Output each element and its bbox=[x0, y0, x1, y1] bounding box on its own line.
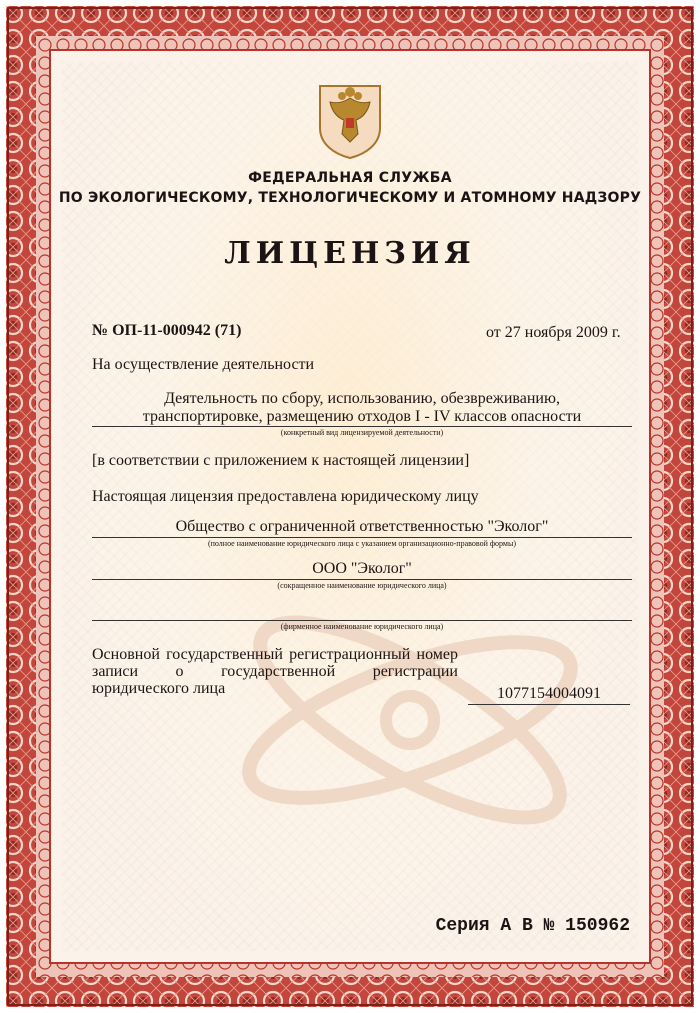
coat-of-arms-icon bbox=[316, 82, 384, 160]
brand-name-caption: (фирменное наименование юридического лица) bbox=[280, 622, 444, 631]
entity-short-name: ООО "Эколог" bbox=[312, 560, 412, 577]
activity-label: На осуществление деятельности bbox=[92, 356, 315, 373]
entity-intro: Настоящая лицензия предоставлена юридическому лицу bbox=[92, 488, 479, 505]
agency-name-line1: ФЕДЕРАЛЬНАЯ СЛУЖБА bbox=[248, 170, 452, 186]
short-name-underline bbox=[92, 579, 632, 580]
activity-line2: транспортировке, размещению отходов I - IV классов опасности bbox=[142, 408, 582, 425]
atom-watermark bbox=[230, 600, 590, 840]
entity-full-name: Общество с ограниченной ответственностью "Эколог" bbox=[175, 518, 549, 535]
activity-caption: (конкретный вид лицензируемой деятельности) bbox=[280, 428, 444, 437]
full-name-caption: (полное наименование юридического лица с указанием организационно-правовой формы) bbox=[207, 539, 517, 548]
activity-underline bbox=[92, 426, 632, 427]
ogrn-value: 1077154004091 bbox=[497, 685, 601, 702]
activity-line1: Деятельность по сбору, использованию, обезвреживанию, bbox=[164, 390, 560, 407]
ogrn-underline bbox=[468, 704, 630, 705]
license-date: от 27 ноября 2009 г. bbox=[486, 324, 621, 341]
series-number: Серия А В № 150962 bbox=[435, 916, 630, 936]
full-name-underline bbox=[92, 537, 632, 538]
agency-name-line2: ПО ЭКОЛОГИЧЕСКОМУ, ТЕХНОЛОГИЧЕСКОМУ И АТОМНОМУ НАДЗОРУ bbox=[58, 190, 642, 206]
annex-note: [в соответствии с приложением к настоящей лицензии] bbox=[92, 452, 470, 469]
brand-name-underline bbox=[92, 620, 632, 621]
short-name-caption: (сокращенное наименование юридического лица) bbox=[277, 581, 447, 590]
license-number: № ОП-11-000942 (71) bbox=[92, 322, 242, 339]
registration-text: Основной государственный регистрационный номер записи о государственной регистрации юридического лица bbox=[92, 646, 458, 697]
document-title: ЛИЦЕНЗИЯ bbox=[224, 236, 476, 271]
